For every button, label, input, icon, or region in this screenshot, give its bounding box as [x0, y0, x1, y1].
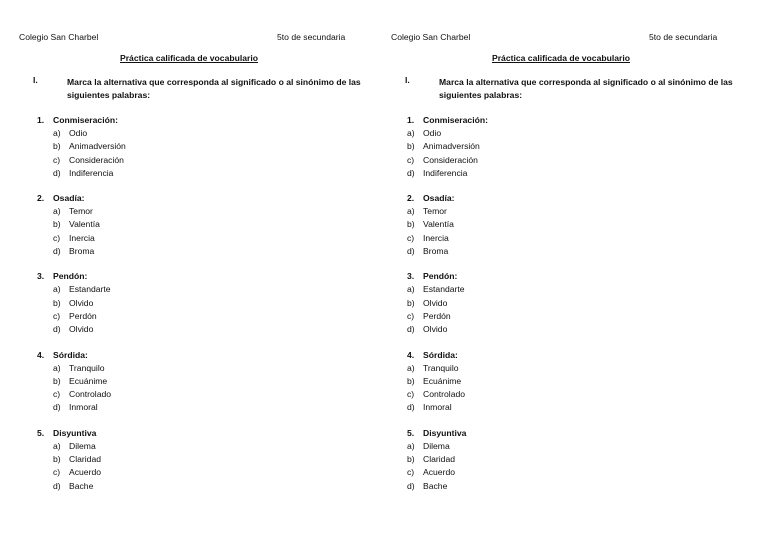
option-letter: b)	[407, 454, 415, 465]
question-heading	[391, 351, 731, 364]
option-letter: c)	[407, 154, 415, 165]
option-text: Inmoral	[423, 402, 452, 413]
answer-option	[391, 312, 731, 325]
answer-option	[19, 390, 359, 403]
answer-option	[19, 234, 359, 247]
option-letter: a)	[53, 284, 61, 295]
option-text: Dilema	[69, 440, 96, 451]
question-number: 5.	[37, 427, 45, 438]
option-text: Inercia	[69, 232, 95, 243]
option-letter: d)	[407, 402, 415, 413]
option-letter: b)	[407, 375, 415, 386]
option-letter: d)	[407, 480, 415, 491]
option-letter: b)	[53, 141, 61, 152]
option-letter: a)	[53, 128, 61, 138]
option-letter: c)	[53, 310, 61, 321]
option-text: Tranquilo	[69, 362, 105, 373]
answer-option	[19, 442, 359, 455]
answer-option	[19, 312, 359, 325]
answer-option	[19, 377, 359, 390]
option-letter: b)	[53, 219, 61, 230]
answer-option	[391, 169, 731, 182]
question-word: Sórdida:	[423, 349, 458, 360]
answer-option	[391, 455, 731, 468]
option-text: Temor	[69, 206, 93, 217]
worksheet-right	[391, 30, 731, 495]
question-heading	[19, 351, 359, 364]
worksheet-left	[19, 30, 359, 495]
option-text: Controlado	[69, 389, 112, 400]
option-text: Indiferencia	[423, 167, 468, 178]
question-heading	[391, 116, 731, 129]
answer-option	[391, 142, 731, 155]
option-letter: d)	[53, 480, 61, 491]
option-text: Animadversión	[69, 141, 126, 152]
question-word: Disyuntiva	[423, 427, 467, 438]
answer-option	[391, 390, 731, 403]
answer-option	[391, 285, 731, 298]
grade-label: 5to de secundaria	[649, 32, 718, 42]
answer-option	[19, 285, 359, 298]
question-number: 2.	[407, 193, 415, 204]
option-letter: a)	[407, 440, 415, 451]
option-text: Odio	[69, 128, 88, 138]
option-letter: a)	[53, 440, 61, 451]
option-text: Broma	[423, 246, 449, 257]
option-text: Indiferencia	[69, 167, 114, 178]
question-number: 3.	[407, 271, 415, 282]
answer-option	[19, 129, 359, 142]
option-text: Olvido	[423, 297, 448, 308]
option-text: Broma	[69, 246, 95, 257]
grade-label: 5to de secundaria	[277, 32, 346, 42]
option-letter: b)	[53, 297, 61, 308]
answer-option	[391, 156, 731, 169]
school-name: Colegio San Charbel	[391, 32, 471, 42]
question-heading	[391, 429, 731, 442]
option-text: Olvido	[69, 324, 94, 335]
option-letter: b)	[407, 297, 415, 308]
option-letter: c)	[407, 310, 415, 321]
answer-option	[19, 299, 359, 312]
option-text: Temor	[423, 206, 447, 217]
answer-option	[391, 247, 731, 260]
question-word: Conmiseración:	[423, 115, 488, 125]
answer-option	[19, 468, 359, 481]
answer-option	[19, 403, 359, 416]
answer-option	[19, 482, 359, 495]
option-text: Controlado	[423, 389, 466, 400]
option-letter: b)	[53, 454, 61, 465]
option-letter: d)	[407, 246, 415, 257]
option-text: Valentía	[69, 219, 100, 230]
question-item	[19, 116, 359, 182]
instruction	[391, 76, 731, 104]
answer-option	[391, 325, 731, 338]
answer-option	[19, 364, 359, 377]
answer-option	[391, 377, 731, 390]
option-letter: a)	[407, 128, 415, 138]
option-letter: d)	[407, 324, 415, 335]
answer-option	[391, 364, 731, 377]
answer-option	[391, 468, 731, 481]
option-text: Estandarte	[69, 284, 111, 295]
option-letter: a)	[53, 362, 61, 373]
question-item	[391, 429, 731, 495]
option-letter: a)	[407, 362, 415, 373]
question-word: Sórdida:	[53, 349, 88, 360]
question-word: Disyuntiva	[53, 427, 97, 438]
option-text: Ecuánime	[69, 375, 108, 386]
question-number: 3.	[37, 271, 45, 282]
answer-option	[391, 442, 731, 455]
question-number: 1.	[407, 115, 415, 125]
question-item	[19, 429, 359, 495]
option-letter: d)	[53, 324, 61, 335]
option-letter: c)	[407, 467, 415, 478]
option-text: Inmoral	[69, 402, 98, 413]
answer-option	[19, 156, 359, 169]
question-word: Pendón:	[53, 271, 88, 282]
question-item	[19, 351, 359, 417]
option-text: Ecuánime	[423, 375, 462, 386]
option-text: Bache	[69, 480, 94, 491]
instruction-text: Marca la alternativa que corresponda al significado o al sinónimo de las siguientes palabras:	[439, 77, 733, 100]
question-item	[391, 272, 731, 338]
option-letter: c)	[53, 154, 61, 165]
question-word: Conmiseración:	[53, 115, 118, 125]
page-header	[391, 30, 731, 44]
answer-option	[391, 129, 731, 142]
option-text: Tranquilo	[423, 362, 459, 373]
question-item	[391, 116, 731, 182]
option-text: Acuerdo	[69, 467, 102, 478]
answer-option	[391, 234, 731, 247]
instruction-text: Marca la alternativa que corresponda al significado o al sinónimo de las siguientes palabras:	[67, 77, 361, 100]
instruction-numeral: I.	[33, 75, 38, 85]
instruction	[19, 76, 359, 104]
worksheet-title: Práctica calificada de vocabulario	[491, 53, 631, 63]
question-number: 5.	[407, 427, 415, 438]
option-letter: b)	[407, 141, 415, 152]
page-header	[19, 30, 359, 44]
option-text: Claridad	[423, 454, 456, 465]
question-word: Osadía:	[423, 193, 455, 204]
answer-option	[19, 169, 359, 182]
option-text: Dilema	[423, 440, 450, 451]
question-number: 2.	[37, 193, 45, 204]
option-text: Olvido	[69, 297, 94, 308]
answer-option	[391, 403, 731, 416]
option-letter: b)	[53, 375, 61, 386]
option-letter: d)	[407, 167, 415, 178]
question-word: Pendón:	[423, 271, 458, 282]
answer-option	[391, 220, 731, 233]
option-letter: c)	[407, 232, 415, 243]
option-text: Perdón	[69, 310, 97, 321]
option-letter: b)	[407, 219, 415, 230]
option-letter: c)	[53, 232, 61, 243]
option-letter: c)	[53, 389, 61, 400]
instruction-numeral: I.	[405, 75, 410, 85]
option-letter: a)	[407, 284, 415, 295]
answer-option	[19, 142, 359, 155]
answer-option	[19, 247, 359, 260]
option-text: Inercia	[423, 232, 449, 243]
school-name: Colegio San Charbel	[19, 32, 99, 42]
worksheet-title: Práctica calificada de vocabulario	[119, 53, 259, 63]
option-letter: c)	[53, 467, 61, 478]
question-number: 1.	[37, 115, 45, 125]
question-item	[391, 351, 731, 417]
option-letter: a)	[53, 206, 61, 217]
option-text: Consideración	[423, 154, 478, 165]
question-item	[19, 194, 359, 260]
option-text: Perdón	[423, 310, 451, 321]
option-letter: c)	[407, 389, 415, 400]
option-letter: d)	[53, 167, 61, 178]
answer-option	[391, 482, 731, 495]
option-text: Estandarte	[423, 284, 465, 295]
question-word: Osadía:	[53, 193, 85, 204]
answer-option	[19, 207, 359, 220]
question-heading	[19, 429, 359, 442]
question-item	[391, 194, 731, 260]
option-text: Consideración	[69, 154, 124, 165]
option-letter: a)	[407, 206, 415, 217]
question-number: 4.	[37, 349, 45, 360]
answer-option	[391, 207, 731, 220]
question-number: 4.	[407, 349, 415, 360]
option-text: Odio	[423, 128, 442, 138]
answer-option	[19, 325, 359, 338]
answer-option	[391, 299, 731, 312]
option-text: Acuerdo	[423, 467, 456, 478]
answer-option	[19, 455, 359, 468]
option-text: Claridad	[69, 454, 102, 465]
question-item	[19, 272, 359, 338]
option-letter: d)	[53, 402, 61, 413]
option-letter: d)	[53, 246, 61, 257]
answer-option	[19, 220, 359, 233]
option-text: Bache	[423, 480, 448, 491]
option-text: Animadversión	[423, 141, 480, 152]
option-text: Olvido	[423, 324, 448, 335]
option-text: Valentía	[423, 219, 454, 230]
